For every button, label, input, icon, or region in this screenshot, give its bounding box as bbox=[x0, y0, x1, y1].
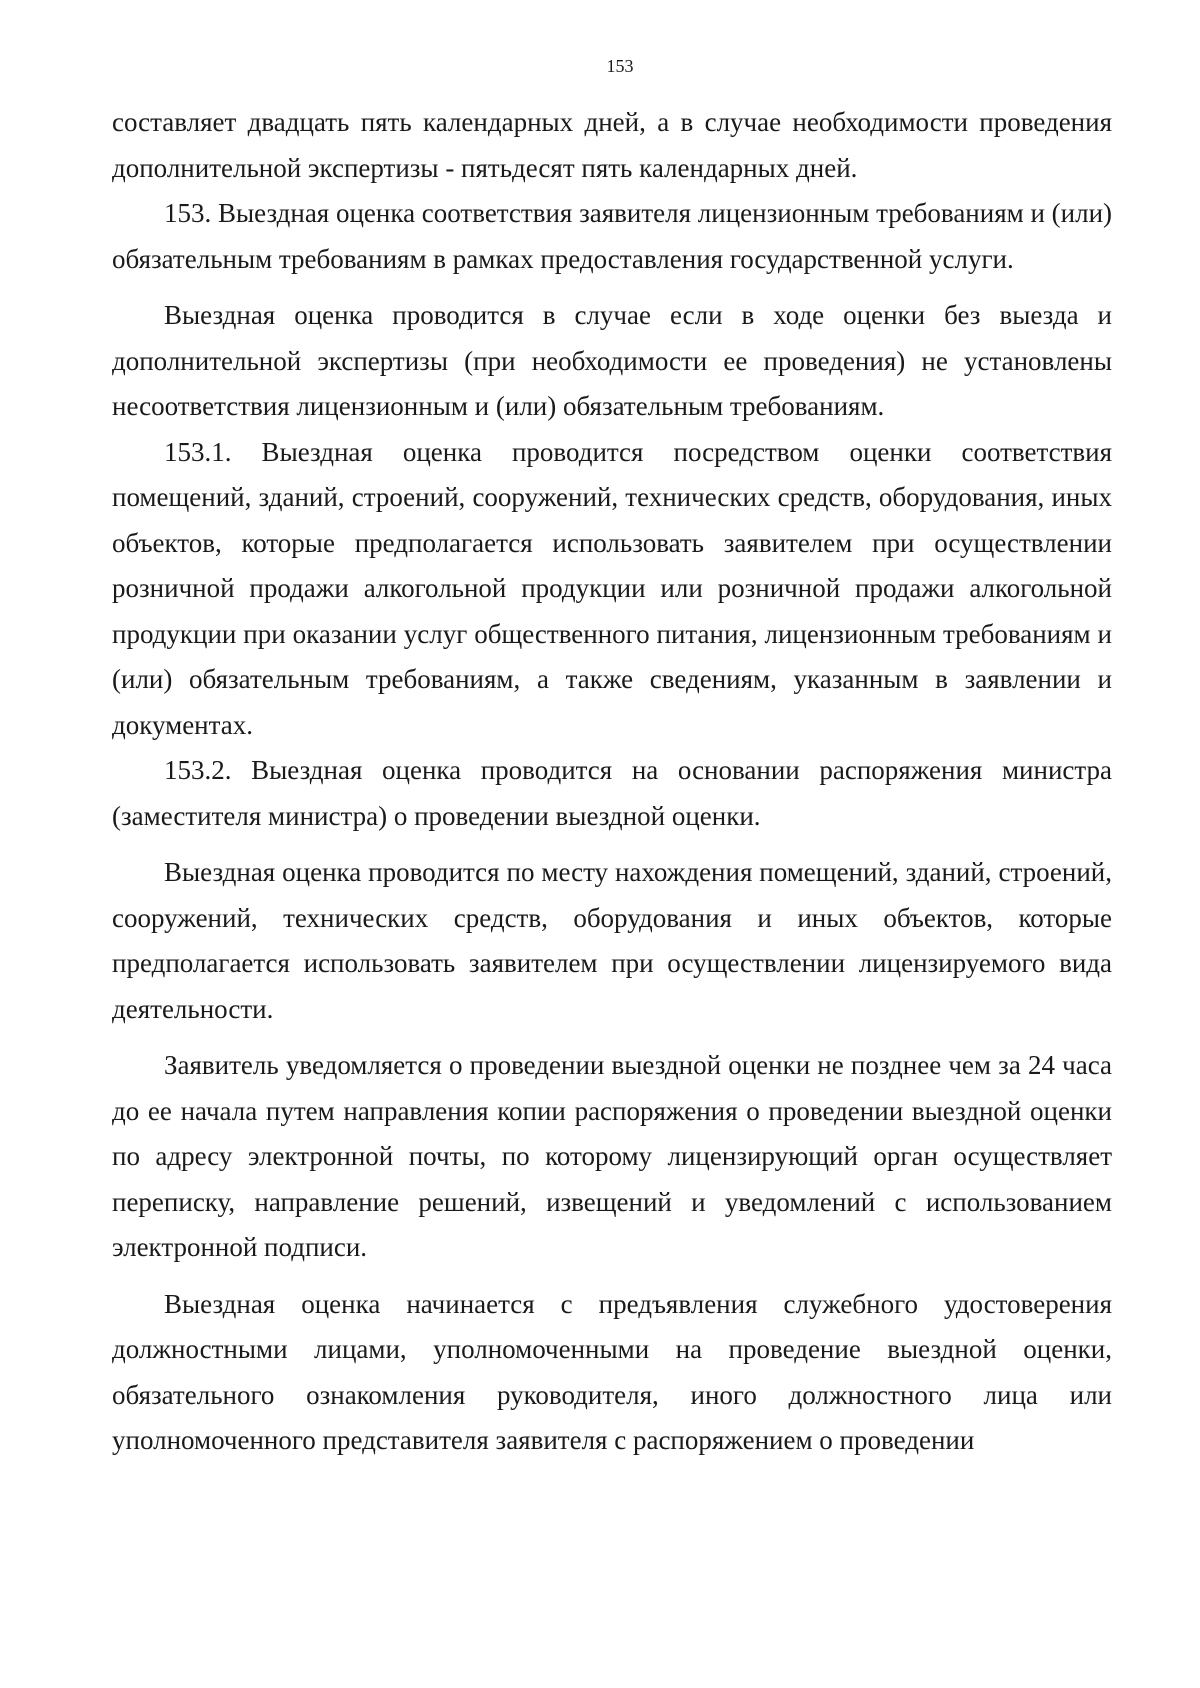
paragraph: Заявитель уведомляется о проведении выездной оценки не позднее чем за 24 часа до ее начала путем направления копии распоряжения о проведении выездной оценки по адресу электронной почты, по которому лицензирующий орган осуществляет переписку, направление решений, извещений и уведомлений с использованием электронной подписи. bbox=[112, 1050, 1112, 1262]
paragraph-section-153: 153. Выездная оценка соответствия заявителя лицензионным требованиям и (или) обязательным требованиям в рамках предоставления государственной услуги. bbox=[112, 198, 1113, 274]
paragraph: составляет двадцать пять календарных дней, а в случае необходимости проведения дополнительной экспертизы - пятьдесят пять календарных дней. bbox=[112, 107, 1112, 183]
paragraph: Выездная оценка начинается с предъявления служебного удостоверения должностными лицами, уполномоченными на проведение выездной оценки, обязательного ознакомления руководителя, иного должностного лица или уполномоченного представителя заявителя с распоряжением о проведении bbox=[112, 1288, 1112, 1455]
paragraph-section-153-2: 153.2. Выездная оценка проводится на основании распоряжения министра (заместителя министра) о проведении выездной оценки. bbox=[112, 755, 1112, 831]
paragraph-section-153-1: 153.1. Выездная оценка проводится посредством оценки соответствия помещений, зданий, строений, сооружений, технических средств, оборудования, иных объектов, которые предполагается использовать заявителем при осуществлении розничной продажи алкогольной продукции или розничной продажи алкогольной продукции при оказании услуг общественного питания, лицензионным требованиям и (или) обязательным требованиям, а также сведениям, указанным в заявлении и документах. bbox=[112, 436, 1112, 740]
document-body bbox=[112, 100, 1112, 1464]
page-number: 153 bbox=[606, 56, 634, 76]
paragraph: Выездная оценка проводится по месту нахождения помещений, зданий, строений, сооружений, технических средств, оборудования и иных объектов, которые предполагается использовать заявителем при осуществлении лицензируемого вида деятельности. bbox=[112, 857, 1112, 1024]
paragraph: Выездная оценка проводится в случае если в ходе оценки без выезда и дополнительной экспертизы (при необходимости ее проведения) не установлены несоответствия лицензионным и (или) обязательным требованиям. bbox=[112, 300, 1112, 421]
